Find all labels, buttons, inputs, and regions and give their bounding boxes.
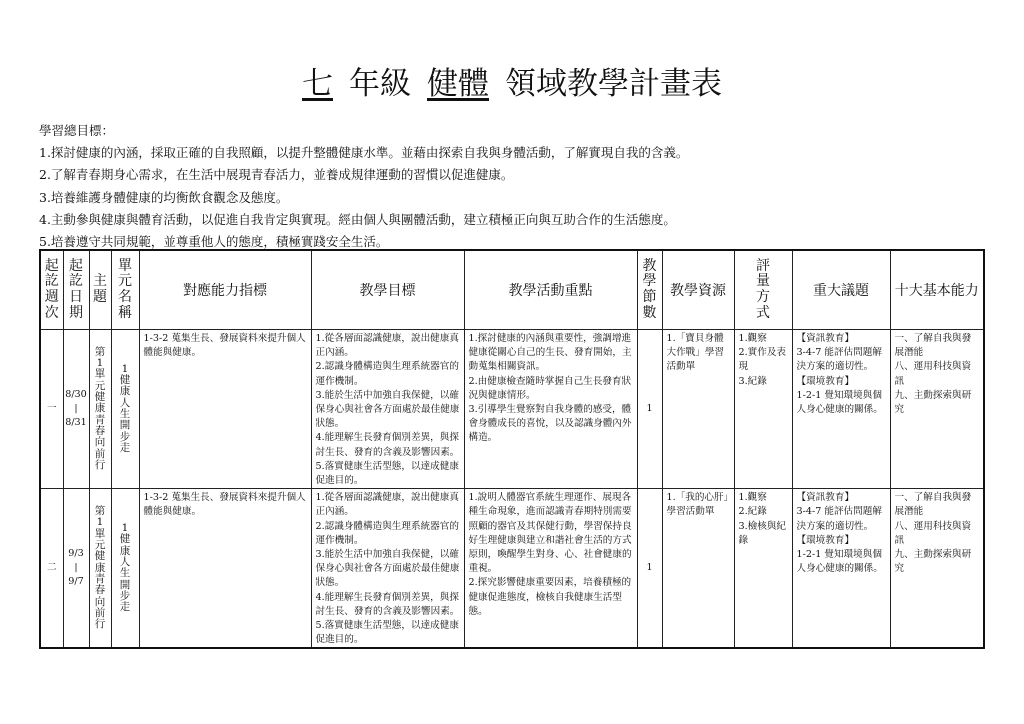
date-cell: 8/30 | 8/31 xyxy=(63,330,89,489)
header-activities: 教學活動重點 xyxy=(464,250,637,330)
issues-cell: 【資訊教育】 3-4-7 能評估問題解決方案的適切性。 【環境教育】 1-2-1 覺知環境與個人身心健康的關係。 xyxy=(792,489,890,649)
page-title xyxy=(0,64,1024,104)
goal-item: 4.主動參與健康與體育活動，以促進自我肯定與實現。經由個人與團體活動，建立積極正向與互助合作的生活態度。 xyxy=(39,211,676,227)
header-theme: 主題 xyxy=(89,250,111,330)
abilities-cell: 一、了解自我與發展潛能 八、運用科技與資訊 九、主動探索與研究 xyxy=(890,330,984,489)
header-abilities: 十大基本能力 xyxy=(890,250,984,330)
resources-cell: 1.「我的心肝」學習活動單 xyxy=(662,489,734,649)
goals-heading: 學習總目標： xyxy=(39,123,115,138)
goal-item: 1.探討健康的內涵，採取正確的自我照顧，以提升整體健康水準。並藉由探索自我與身體活動，了解實現自我的含義。 xyxy=(39,145,689,161)
title-grade: 七 xyxy=(302,66,333,102)
header-issues: 重大議題 xyxy=(792,250,890,330)
activities-cell: 1.探討健康的內涵與重要性，強調增進健康從關心自己的生長、發育開始，主動蒐集相關資訊。 2.由健康檢查隨時掌握自己生長發育狀況與健康情形。 3.引導學生覺察對自我身體的感受，體會身體成長的喜悅，以及認識身體內外構造。 xyxy=(464,330,637,489)
theme-cell: 第1單元健康青春向前行 xyxy=(89,489,111,649)
header-resources: 教學資源 xyxy=(662,250,734,330)
objectives-cell: 1.從各層面認識健康，說出健康真正內涵。 2.認識身體構造與生理系統器官的運作機制。 3.能於生活中加強自我保健，以確保身心與社會各方面處於最佳健康狀態。 4.能理解生長發育個別差異，與探討生長、發育的含義及影響因素。 5.落實健康生活型態，以達成健康促進目的。 xyxy=(311,330,464,489)
goal-item: 2.了解青春期身心需求，在生活中展現青春活力，並養成規律運動的習慣以促進健康。 xyxy=(39,167,514,183)
table-row xyxy=(40,330,984,489)
resources-cell: 1.「寶貝身體大作戰」學習活動單 xyxy=(662,330,734,489)
goal-item: 3.培養維護身體健康的均衡飲食觀念及態度。 xyxy=(39,189,289,205)
title-suffix: 領域教學計畫表 xyxy=(505,66,722,102)
goal-item: 5.培養遵守共同規範，並尊重他人的態度，積極實踐安全生活。 xyxy=(39,234,389,250)
header-objectives: 教學目標 xyxy=(311,250,464,330)
header-assessment: 評量方式 xyxy=(734,250,792,330)
title-subject: 健體 xyxy=(427,66,489,102)
table-row xyxy=(40,489,984,649)
assessment-cell: 1.觀察 2.紀錄 3.檢核與紀錄 xyxy=(734,489,792,649)
assessment-cell: 1.觀察 2.實作及表現 3.紀錄 xyxy=(734,330,792,489)
header-week: 起訖週次 xyxy=(40,250,63,330)
issues-cell: 【資訊教育】 3-4-7 能評估問題解決方案的適切性。 【環境教育】 1-2-1 覺知環境與個人身心健康的關係。 xyxy=(792,330,890,489)
table-header-row xyxy=(40,250,984,330)
theme-cell: 第1單元健康青春向前行 xyxy=(89,330,111,489)
indicators-cell: 1-3-2 蒐集生長、發展資料來提升個人體能與健康。 xyxy=(139,489,311,649)
header-indicators: 對應能力指標 xyxy=(139,250,311,330)
learning-goals xyxy=(39,120,999,253)
unit-cell: 1健康人生開步走 xyxy=(111,489,139,649)
activities-cell: 1.說明人體器官系統生理運作、展現各種生命現象，進而認識青春期特別需要照顧的器官及其保健行動，學習保持良好生理健康與建立和諧社會生活的方式原則，喚醒學生對身、心、社會健康的重視。 2.探究影響健康重要因素，培養積極的健康促進態度，檢核自我健康生活型態。 xyxy=(464,489,637,649)
header-unit: 單元名稱 xyxy=(111,250,139,330)
periods-cell: 1 xyxy=(637,330,662,489)
date-cell: 9/3 | 9/7 xyxy=(63,489,89,649)
week-cell: 一 xyxy=(40,330,63,489)
indicators-cell: 1-3-2 蒐集生長、發展資料來提升個人體能與健康。 xyxy=(139,330,311,489)
header-periods: 教學節數 xyxy=(637,250,662,330)
title-grade-suffix: 年級 xyxy=(349,66,411,102)
week-cell: 二 xyxy=(40,489,63,649)
abilities-cell: 一、了解自我與發展潛能 八、運用科技與資訊 九、主動探索與研究 xyxy=(890,489,984,649)
header-date: 起訖日期 xyxy=(63,250,89,330)
lesson-plan-table xyxy=(39,249,985,649)
unit-cell: 1健康人生開步走 xyxy=(111,330,139,489)
periods-cell: 1 xyxy=(637,489,662,649)
objectives-cell: 1.從各層面認識健康，說出健康真正內涵。 2.認識身體構造與生理系統器官的運作機制。 3.能於生活中加強自我保健，以確保身心與社會各方面處於最佳健康狀態。 4.能理解生長發育個別差異，與探討生長、發育的含義及影響因素。 5.落實健康生活型態，以達成健康促進目的。 xyxy=(311,489,464,649)
